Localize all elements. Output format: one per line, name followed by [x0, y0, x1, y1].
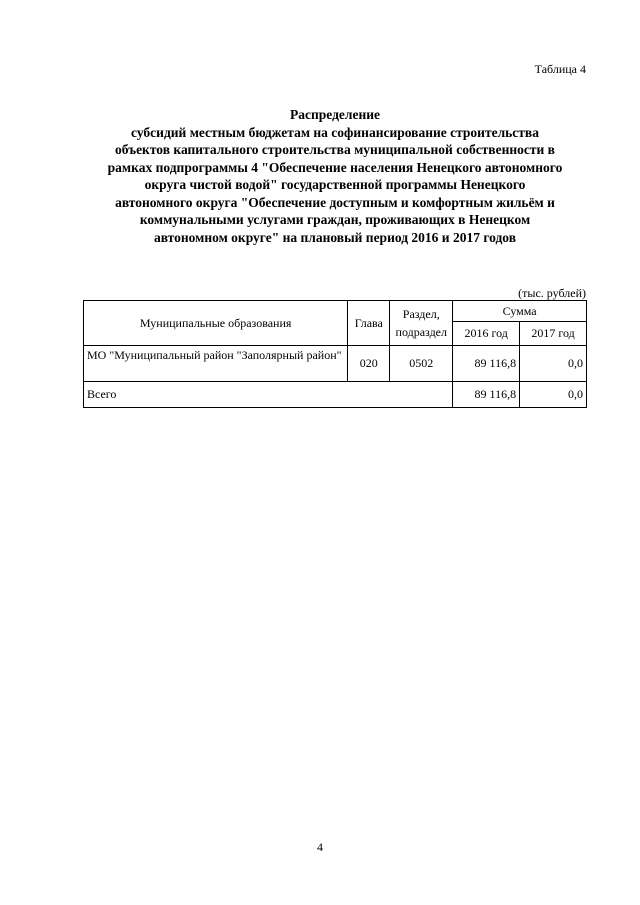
- table-row: [84, 346, 587, 382]
- page-number: 4: [317, 840, 323, 854]
- header-section: Раздел, подраздел: [390, 301, 453, 346]
- title-line: субсидий местным бюджетам на софинансирование строительства: [131, 124, 539, 140]
- document-title: [70, 106, 600, 246]
- table-total-row: [84, 382, 587, 408]
- total-label: Всего: [84, 382, 453, 408]
- header-chapter: Глава: [348, 301, 390, 346]
- table-number: Таблица 4: [534, 62, 586, 76]
- header-year-2016: 2016 год: [453, 322, 520, 346]
- title-line: объектов капитального строительства муниципальной собственности в: [115, 142, 555, 157]
- title-line: коммунальными услугами граждан, проживающих в Ненецком: [139, 212, 531, 227]
- title-line: округа чистой водой" государственной программы Ненецкого: [144, 177, 526, 192]
- total-year-2016: 89 116,8: [453, 382, 520, 408]
- title-line: автономного округа "Обеспечение доступным и комфортным жильём и: [115, 194, 555, 210]
- subsidy-table: [83, 300, 587, 408]
- title-heading: Распределение: [289, 107, 381, 122]
- table-header-row: [84, 301, 587, 322]
- total-year-2017: 0,0: [520, 382, 587, 408]
- row-year-2017: 0,0: [520, 346, 587, 382]
- header-municipality: Муниципальные образования: [84, 301, 348, 346]
- title-line: рамках подпрограммы 4 "Обеспечение населения Ненецкого автономного: [107, 159, 563, 175]
- row-chapter: 020: [348, 346, 390, 382]
- header-sum: Сумма: [453, 301, 587, 322]
- title-line: автономном округе" на плановый период 2016 и 2017 годов: [153, 229, 517, 245]
- row-municipality: МО "Муниципальный район "Заполярный район": [84, 346, 348, 382]
- row-year-2016: 89 116,8: [453, 346, 520, 382]
- row-section: 0502: [390, 346, 453, 382]
- header-year-2017: 2017 год: [520, 322, 587, 346]
- units-label: (тыс. рублей): [518, 286, 586, 300]
